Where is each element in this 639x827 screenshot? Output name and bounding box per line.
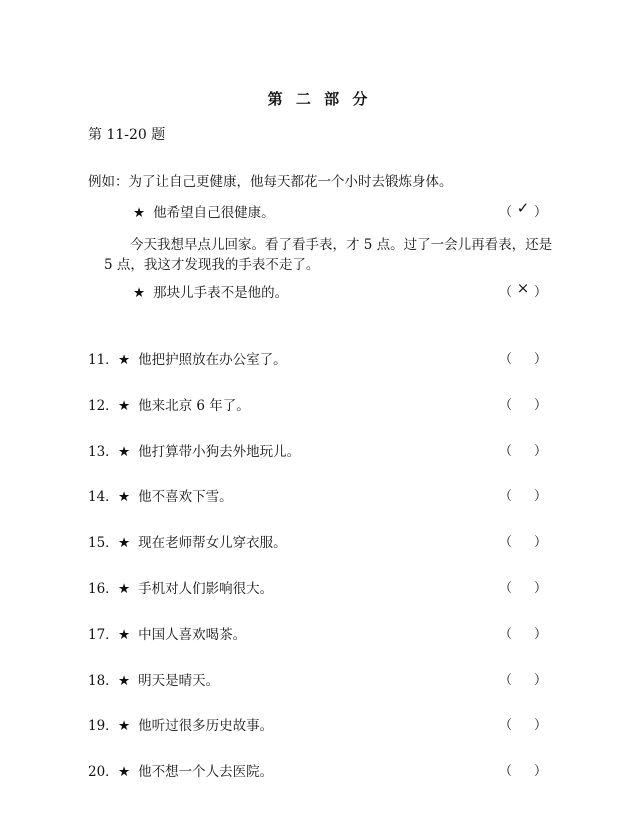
paren-open: （ xyxy=(499,581,513,596)
paren-close: ） xyxy=(533,444,547,459)
question-row xyxy=(88,485,233,505)
paren-close: ） xyxy=(533,718,547,733)
question-number: 20． xyxy=(88,764,119,780)
paren-open: （ xyxy=(499,535,513,550)
question-number: 18． xyxy=(88,673,119,689)
paren-open: （ xyxy=(499,673,513,688)
page-title: 第 二 部 分 xyxy=(267,90,372,108)
star-icon: ★ xyxy=(118,764,131,780)
question-text: 手机对人们影响很大。 xyxy=(138,581,274,597)
answer-box[interactable] xyxy=(499,440,547,458)
paren-close: ） xyxy=(533,489,547,504)
question-row xyxy=(88,669,219,689)
question-text: 他打算带小狗去外地玩儿。 xyxy=(138,444,301,460)
question-row xyxy=(88,440,300,460)
question-row xyxy=(88,531,287,551)
example-statement-2 xyxy=(133,281,288,301)
paren-close: ） xyxy=(533,627,547,642)
paren-close: ） xyxy=(533,764,547,779)
paren-close: ） xyxy=(533,285,547,300)
question-row xyxy=(88,714,273,734)
paren-open: （ xyxy=(499,352,513,367)
star-icon: ★ xyxy=(118,444,131,460)
star-icon: ★ xyxy=(118,535,131,551)
question-text: 他听过很多历史故事。 xyxy=(138,718,274,734)
answer-box[interactable] xyxy=(499,485,547,503)
paren-close: ） xyxy=(533,535,547,550)
passage-line-1: 今天我想早点儿回家。看了看手表，才 5 点。过了一会儿再看表，还是 xyxy=(130,237,553,253)
paren-open: （ xyxy=(499,285,513,300)
question-number: 17． xyxy=(88,627,119,643)
star-icon: ★ xyxy=(118,398,131,414)
example-statement-1-text: 他希望自己很健康。 xyxy=(153,205,275,221)
paren-open: （ xyxy=(499,444,513,459)
cross-mark-icon: × xyxy=(516,279,530,297)
question-row xyxy=(88,348,287,368)
paren-open: （ xyxy=(499,205,513,220)
question-row xyxy=(88,577,273,597)
paren-close: ） xyxy=(533,673,547,688)
example-passage xyxy=(104,235,554,275)
paren-open: （ xyxy=(499,489,513,504)
paren-close: ） xyxy=(533,352,547,367)
answer-box[interactable] xyxy=(499,394,547,412)
question-number: 13． xyxy=(88,444,119,460)
question-row xyxy=(88,394,250,414)
question-number: 12． xyxy=(88,398,119,414)
question-number: 16． xyxy=(88,581,119,597)
example-statement-1 xyxy=(133,201,275,221)
answer-box[interactable] xyxy=(499,714,547,732)
example-statement-2-text: 那块儿手表不是他的。 xyxy=(153,285,289,301)
answer-box[interactable] xyxy=(499,577,547,595)
question-number: 14． xyxy=(88,489,119,505)
check-mark-icon: ✓ xyxy=(516,199,530,217)
paren-close: ） xyxy=(533,398,547,413)
answer-box[interactable] xyxy=(499,669,547,687)
example-intro: 例如：为了让自己更健康，他每天都花一个小时去锻炼身体。 xyxy=(88,174,453,190)
example-answer-1 xyxy=(499,201,547,219)
paren-open: （ xyxy=(499,398,513,413)
example-answer-2 xyxy=(499,281,547,299)
passage-line-2: 5 点，我这才发现我的手表不走了。 xyxy=(104,257,320,273)
star-icon: ★ xyxy=(118,673,131,689)
question-text: 现在老师帮女儿穿衣服。 xyxy=(138,535,287,551)
question-text: 他不喜欢下雪。 xyxy=(138,489,233,505)
paren-close: ） xyxy=(533,581,547,596)
question-number: 19． xyxy=(88,718,119,734)
question-text: 明天是晴天。 xyxy=(138,673,220,689)
question-text: 中国人喜欢喝茶。 xyxy=(138,627,247,643)
question-text: 他来北京 6 年了。 xyxy=(138,398,250,414)
question-row xyxy=(88,760,273,780)
star-icon: ★ xyxy=(118,581,131,597)
answer-box[interactable] xyxy=(499,531,547,549)
star-icon: ★ xyxy=(133,205,146,221)
star-icon: ★ xyxy=(118,627,131,643)
paren-open: （ xyxy=(499,627,513,642)
star-icon: ★ xyxy=(118,489,131,505)
star-icon: ★ xyxy=(133,285,146,301)
paren-open: （ xyxy=(499,718,513,733)
star-icon: ★ xyxy=(118,352,131,368)
question-text: 他不想一个人去医院。 xyxy=(138,764,274,780)
answer-box[interactable] xyxy=(499,760,547,778)
section-label: 第 11-20 题 xyxy=(88,127,166,143)
question-number: 11． xyxy=(88,352,119,368)
answer-box[interactable] xyxy=(499,348,547,366)
star-icon: ★ xyxy=(118,718,131,734)
question-number: 15． xyxy=(88,535,119,551)
question-row xyxy=(88,623,246,643)
answer-box[interactable] xyxy=(499,623,547,641)
paren-open: （ xyxy=(499,764,513,779)
question-text: 他把护照放在办公室了。 xyxy=(138,352,287,368)
paren-close: ） xyxy=(533,205,547,220)
